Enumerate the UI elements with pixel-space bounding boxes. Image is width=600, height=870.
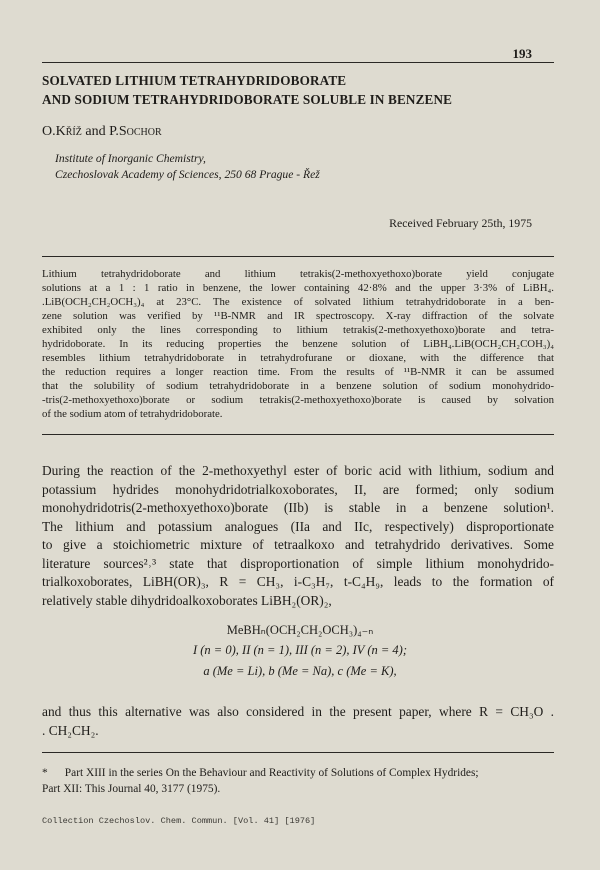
footnote-line-1 [42,765,554,781]
abstract-line: -tris(2-methoxyethoxo)borate or sodium tetrakis(2-methoxyethoxo)borate is caused by solvation [42,394,554,406]
body-line: trialkoxoborates, LiBH(OR)₃, R = CH₃, i-C₃H₇, t-C₄H₉, leads to the formation of [42,574,554,589]
author2-initial: P. [109,124,119,139]
abstract-line: the reduction requires a longer reaction time. From the results of ¹¹B-NMR it can be assumed [42,366,554,378]
abstract-line: resembles lithium tetrahydridoborate in tetrahydrofurane or dioxane, with the difference that [42,352,554,364]
title-line-1: SOLVATED LITHIUM TETRAHYDRIDOBORATE [42,73,347,88]
abstract-line: .LiB(OCH₂CH₂OCH₃)₄ at 23°C. The existence of solvated lithium tetrahydridoborate in a ben- [42,296,554,308]
abstract-line: Lithium tetrahydridoborate and lithium tetrakis(2-methoxyethoxo)borate yield conjugate [42,268,554,280]
abstract-line: zene solution was verified by ¹¹B-NMR and IR spectroscopy. X-ray diffraction of the solvate [42,310,554,322]
abstract-line: of the sodium atom of tetrahydridoborate. [42,408,223,420]
abstract-line: solutions at a 1 : 1 ratio in benzene, the lower containing 42·8% and the upper 3·3% of LiBH₄. [42,282,554,294]
body-line: relatively stable dihydridoalkoxoborates LiBH₂(OR)₂, [42,592,332,608]
body-line: literature sources²˒³ state that disproportionation of simple lithium monohydrido- [42,555,554,571]
tail-paragraph [42,703,554,740]
author1-initial: O. [42,124,56,139]
abstract-bottom-rule [42,434,554,435]
received-date: Received February 25th, 1975 [389,216,532,230]
abstract [42,267,554,421]
abstract-top-rule [42,256,554,257]
body-line: to give a stoichiometric mixture of tetraalkoxo and tetrahydrido derivatives. Some [42,537,554,552]
tail-line: and thus this alternative was also considered in the present paper, where R = CH₃O . [42,704,554,719]
author2-surname-rest: ochor [126,124,162,139]
body-line: The lithium and potassium analogues (IIa and IIc, respectively) disproportionate [42,518,554,534]
header-rule [42,62,554,63]
author2-surname-cap: S [118,124,127,139]
body-line: During the reaction of the 2-methoxyethyl ester of boric acid with lithium, sodium and [42,463,554,478]
journal-citation: Collection Czechoslov. Chem. Commun. [Vol. 41] [1976] [42,816,316,826]
footnote-marker: * [42,767,48,779]
affiliation-line-1: Institute of Inorganic Chemistry, [55,152,206,165]
author-connector: and [85,124,106,139]
footnote-text-1: Part XIII in the series On the Behaviour and Reactivity of Solutions of Complex Hydrides; [64,767,479,779]
affiliation-line-2: Czechoslovak Academy of Sciences, 250 68 Prague - Řež [55,168,320,181]
author1-surname-rest: říž [65,124,82,139]
body-paragraph [42,462,554,610]
footnote-line-2: Part XII: This Journal 40, 3177 (1975). [42,783,221,795]
authors [42,124,162,140]
footnote [42,765,554,797]
author1-surname-cap: K [55,124,66,139]
page-number: 193 [512,46,532,61]
abstract-line: hydridoborate. In its reducing properties the benzene solution of LiBH₄.LiB(OCH₂CH₂COH₃)₄ [42,338,554,350]
body-line: potassium hydrides monohydridotrialkoxoborates, II, are formed; only sodium [42,481,554,497]
abstract-line: exhibited only the lines corresponding to lithium tetrakis(2-methoxyethoxo)borate and tetra- [42,324,554,336]
title-line-2: AND SODIUM TETRAHYDRIDOBORATE SOLUBLE IN BENZENE [42,92,453,107]
tail-line: . CH₂CH₂. [42,722,99,738]
article-title [42,71,452,109]
abstract-line: that the solubility of sodium tetrahydridoborate in a benzene solution of sodium monohydrido- [42,380,554,392]
affiliation [55,151,320,183]
footnote-rule [42,752,554,753]
body-line: monohydridotris(2-methoxyethoxo)borate (IIb) is stable in a benzene solution¹. [42,500,554,515]
formula-metals: a (Me = Li), b (Me = Na), c (Me = K), [203,664,397,678]
formula-main: MeBHₙ(OCH₂CH₂OCH₃)₄₋ₙ [226,623,374,637]
formula-compounds: I (n = 0), II (n = 1), III (n = 2), IV (n = 4); [192,643,407,657]
